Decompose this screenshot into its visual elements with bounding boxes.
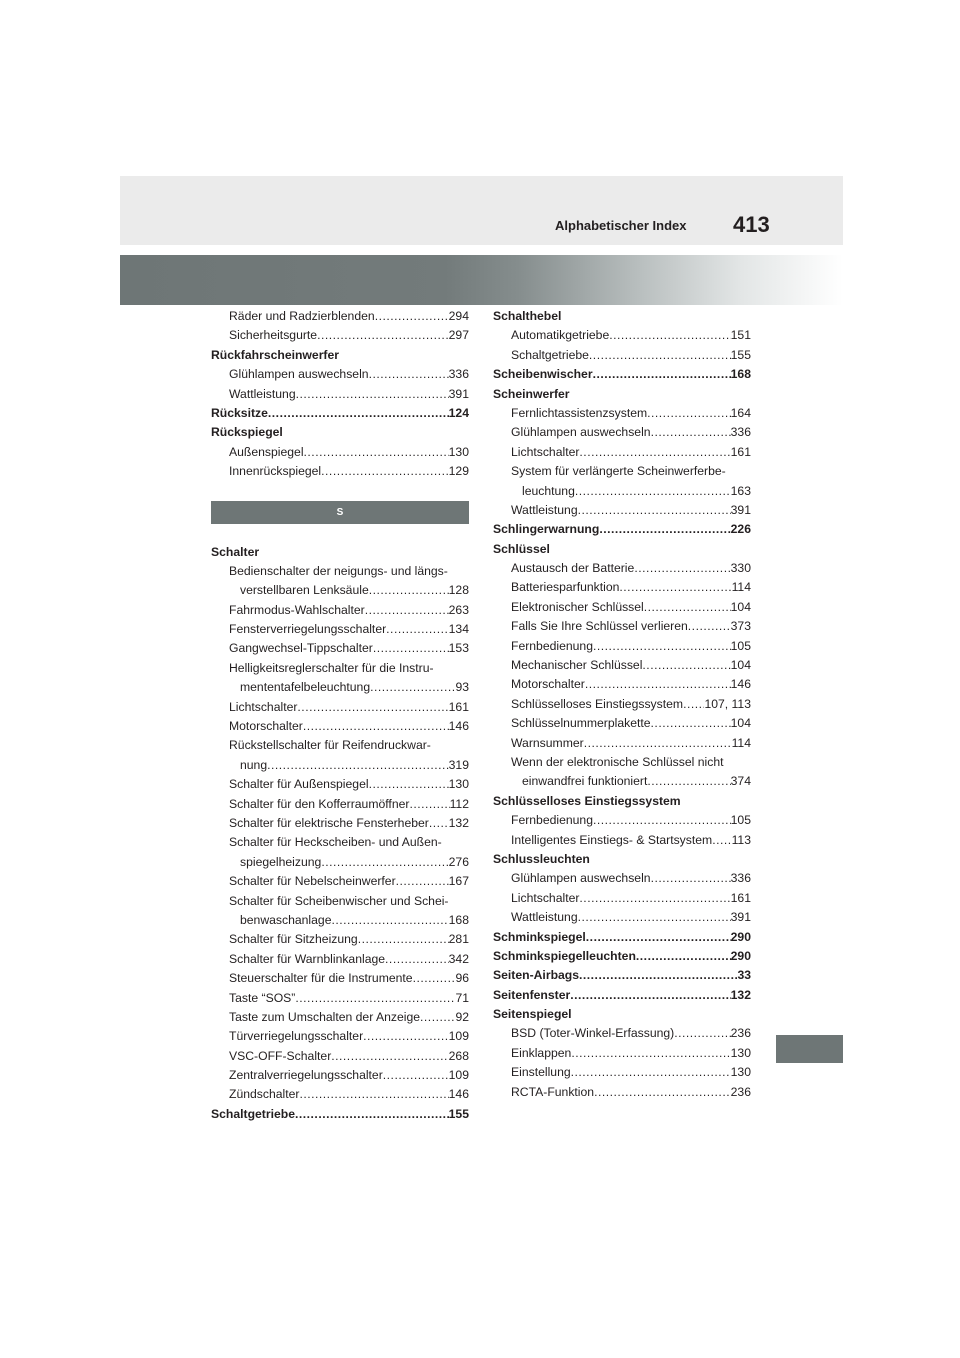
entry-page-number: 132: [448, 815, 469, 830]
dot-leader: [594, 1083, 731, 1102]
index-main-entry: [493, 1005, 751, 1024]
index-sub-entry: [493, 714, 751, 733]
index-sub-entry: [211, 385, 469, 404]
entry-page-number: 391: [448, 386, 469, 401]
index-sub-entry: [211, 620, 469, 639]
dot-leader: [642, 656, 730, 675]
index-sub-entry: [493, 811, 751, 830]
entry-label: Batteriesparfunktion: [511, 580, 620, 595]
index-main-entry: [493, 928, 751, 947]
entry-label: Schalthebel: [493, 309, 562, 323]
entry-label: leuchtung: [522, 483, 575, 498]
dot-leader: [575, 482, 731, 501]
dot-leader: [584, 734, 732, 753]
entry-page-number: 114: [731, 735, 751, 750]
index-sub-entry: [493, 831, 751, 850]
dot-leader: [303, 717, 449, 736]
entry-page-number: 129: [448, 464, 469, 479]
index-main-entry: [493, 947, 751, 966]
index-sub-entry: [211, 639, 469, 658]
index-main-entry: [211, 543, 469, 562]
entry-page-number: 281: [448, 932, 469, 947]
entry-label: Zentralverriegelungsschalter: [229, 1068, 383, 1083]
entry-page-number: 130: [730, 1065, 751, 1080]
dot-leader: [644, 598, 731, 617]
entry-label: Schalter für Scheibenwischer und Schei-: [229, 893, 449, 908]
dot-leader: [579, 889, 730, 908]
index-sub-entry: [211, 659, 469, 678]
dot-leader: [363, 1027, 449, 1046]
dot-leader: [578, 501, 731, 520]
index-sub-entry: [493, 423, 751, 442]
entry-page-number: 161: [730, 444, 751, 459]
entry-label: Wattleistung: [511, 910, 578, 925]
entry-label: Lichtschalter: [511, 890, 580, 905]
index-sub-entry: [211, 698, 469, 717]
dot-leader: [712, 831, 731, 850]
entry-label: Austausch der Batterie: [511, 561, 635, 576]
entry-label: Warnsummer: [511, 735, 584, 750]
entry-label: System für verlängerte Scheinwerferbe-: [511, 464, 726, 479]
entry-page-number: 130: [448, 777, 469, 792]
entry-label: Schalter für Nebelscheinwerfer: [229, 874, 396, 889]
dot-leader: [321, 853, 448, 872]
entry-label: Schalter für Sitzheizung: [229, 932, 358, 947]
entry-label: Gangwechsel-Tippschalter: [229, 641, 373, 656]
index-sub-entry: [493, 617, 751, 636]
entry-label: Schaltgetriebe: [211, 1106, 295, 1121]
dot-leader: [571, 1063, 731, 1082]
entry-label: Rückstellschalter für Reifendruckwar-: [229, 738, 431, 753]
entry-page-number: 164: [730, 405, 751, 420]
section-title: Alphabetischer Index: [555, 218, 687, 233]
index-sub-entry: [211, 969, 469, 988]
entry-page-number: 319: [448, 757, 469, 772]
dot-leader: [593, 811, 731, 830]
index-sub-entry: [211, 853, 469, 872]
dot-leader: [369, 775, 449, 794]
index-sub-entry: [493, 675, 751, 694]
entry-page-number: 130: [448, 444, 469, 459]
index-sub-entry: [211, 581, 469, 600]
entry-page-number: 104: [730, 716, 751, 731]
entry-label: mententafelbeleuchtung: [240, 680, 371, 695]
entry-label: Glühlampen auswechseln: [511, 425, 651, 440]
entry-label: verstellbaren Lenksäule: [240, 583, 369, 598]
index-sub-entry: [211, 307, 469, 326]
entry-page-number: 290: [730, 948, 751, 963]
dot-leader: [317, 326, 449, 345]
index-sub-entry: [493, 772, 751, 791]
index-sub-entry: [493, 734, 751, 753]
entry-label: Schalter für den Kofferraumöffner: [229, 796, 410, 811]
dot-leader: [383, 1066, 449, 1085]
entry-label: Schalter für Heckscheiben- und Außen-: [229, 835, 442, 850]
entry-label: Räder und Radzierblenden: [229, 309, 375, 323]
entry-label: Fernbedienung: [511, 638, 593, 653]
entry-label: Glühlampen auswechseln: [511, 871, 651, 886]
entry-page-number: 391: [730, 502, 751, 517]
entry-page-number: 163: [730, 483, 751, 498]
entry-page-number: 124: [448, 405, 469, 420]
index-main-entry: [493, 365, 751, 384]
entry-label: Scheibenwischer: [493, 367, 593, 382]
entry-label: Bedienschalter der neigungs- und längs-: [229, 563, 448, 578]
index-sub-entry: [211, 717, 469, 736]
dot-leader: [373, 639, 449, 658]
dot-leader: [579, 443, 730, 462]
entry-page-number: 109: [448, 1068, 469, 1083]
entry-page-number: 132: [730, 987, 751, 1002]
entry-page-number: 155: [448, 1106, 469, 1121]
entry-label: Wenn der elektronische Schlüssel nicht: [511, 754, 724, 769]
entry-label: Mechanischer Schlüssel: [511, 658, 643, 673]
entry-page-number: 297: [448, 328, 469, 343]
index-sub-entry: [211, 1085, 469, 1104]
index-column-right: [493, 307, 751, 1102]
entry-page-number: 105: [730, 638, 751, 653]
index-sub-entry: [493, 869, 751, 888]
entry-page-number: 167: [448, 874, 469, 889]
index-sub-entry: [211, 795, 469, 814]
dot-leader: [570, 986, 730, 1005]
entry-page-number: 168: [448, 912, 469, 927]
entry-label: Schlüssel: [493, 541, 550, 556]
dot-leader: [299, 1085, 448, 1104]
page-number: 413: [733, 212, 770, 237]
entry-label: Fensterverriegelungsschalter: [229, 622, 387, 637]
dot-leader: [429, 814, 449, 833]
dot-leader: [683, 695, 704, 714]
dot-leader: [647, 772, 730, 791]
entry-label: Schalter für Außenspiegel: [229, 777, 369, 792]
dot-leader: [420, 1008, 455, 1027]
index-sub-entry: [211, 443, 469, 462]
index-sub-entry: [211, 326, 469, 345]
dot-leader: [304, 443, 449, 462]
entry-label: Taste zum Umschalten der Anzeige: [229, 1009, 421, 1024]
entry-label: RCTA-Funktion: [511, 1084, 595, 1099]
entry-label: Innenrückspiegel: [229, 464, 322, 479]
entry-label: Scheinwerfer: [493, 386, 570, 401]
index-sub-entry: [493, 326, 751, 345]
index-sub-entry: [211, 601, 469, 620]
index-sub-entry: [211, 814, 469, 833]
entry-label: Automatikgetriebe: [511, 328, 610, 343]
entry-page-number: 151: [730, 328, 751, 343]
dot-leader: [296, 385, 449, 404]
dot-leader: [571, 1044, 730, 1063]
entry-label: Außenspiegel: [229, 444, 304, 459]
index-sub-entry: [493, 753, 751, 772]
entry-page-number: 236: [730, 1084, 751, 1099]
index-sub-entry: [493, 695, 751, 714]
entry-label: Einstellung: [511, 1065, 571, 1080]
entry-label: Motorschalter: [511, 677, 585, 692]
entry-label: Glühlampen auswechseln: [229, 367, 369, 382]
entry-page-number: 155: [730, 347, 751, 362]
index-main-entry: [211, 1105, 469, 1124]
index-sub-entry: [493, 443, 751, 462]
dot-leader: [409, 795, 449, 814]
entry-page-number: 114: [731, 580, 751, 595]
entry-page-number: 104: [730, 599, 751, 614]
entry-page-number: 276: [448, 854, 469, 869]
section-letter-bar: S: [211, 501, 469, 524]
index-column-left: [211, 307, 469, 1124]
index-sub-entry: [493, 404, 751, 423]
entry-page-number: 236: [730, 1026, 751, 1041]
dot-leader: [295, 1105, 449, 1124]
index-sub-entry: [211, 562, 469, 581]
index-sub-entry: [211, 950, 469, 969]
entry-page-number: 263: [448, 602, 469, 617]
entry-label: einwandfrei funktioniert: [522, 774, 648, 789]
entry-page-number: 294: [448, 309, 469, 323]
entry-page-number: 146: [730, 677, 751, 692]
dot-leader: [375, 307, 449, 326]
entry-label: Schalter für Warnblinkanlage: [229, 951, 386, 966]
dot-leader: [647, 404, 731, 423]
index-sub-entry: [211, 989, 469, 1008]
entry-label: nung: [240, 757, 268, 772]
entry-page-number: 92: [455, 1009, 469, 1024]
dot-leader: [413, 969, 456, 988]
index-sub-entry: [211, 1008, 469, 1027]
entry-label: Wattleistung: [229, 386, 296, 401]
dot-leader: [358, 930, 449, 949]
entry-label: Schlüsselloses Einstiegssystem: [493, 793, 681, 808]
index-main-entry: [211, 404, 469, 423]
index-sub-entry: [493, 598, 751, 617]
entry-page-number: 104: [730, 658, 751, 673]
dot-leader: [579, 966, 737, 985]
entry-label: Steuerschalter für die Instrumente: [229, 971, 413, 986]
index-sub-entry: [493, 889, 751, 908]
index-sub-entry: [211, 911, 469, 930]
dot-leader: [593, 637, 731, 656]
dot-leader: [331, 911, 448, 930]
index-main-entry: [211, 346, 469, 365]
index-sub-entry: [211, 736, 469, 755]
entry-label: Schminkspiegelleuchten: [493, 948, 636, 963]
index-sub-entry: [211, 1027, 469, 1046]
index-sub-entry: [493, 482, 751, 501]
index-sub-entry: [211, 1047, 469, 1066]
entry-page-number: 373: [730, 619, 751, 634]
entry-page-number: 336: [448, 367, 469, 382]
index-main-entry: [493, 307, 751, 326]
entry-page-number: 153: [448, 641, 469, 656]
dot-leader: [295, 989, 455, 1008]
dot-leader: [593, 365, 731, 384]
dot-leader: [585, 675, 731, 694]
index-sub-entry: [211, 775, 469, 794]
index-sub-entry: [493, 908, 751, 927]
dot-leader: [365, 601, 449, 620]
entry-label: Schlussleuchten: [493, 851, 590, 866]
entry-page-number: 96: [455, 971, 469, 986]
entry-label: Seitenfenster: [493, 987, 571, 1002]
dot-leader: [636, 947, 731, 966]
index-sub-entry: [211, 892, 469, 911]
entry-page-number: 226: [730, 522, 751, 537]
entry-label: Fahrmodus-Wahlschalter: [229, 602, 365, 617]
dot-leader: [674, 1024, 730, 1043]
entry-label: Schalter für elektrische Fensterheber: [229, 815, 429, 830]
index-main-entry: [493, 986, 751, 1005]
entry-label: Rückspiegel: [211, 425, 283, 440]
index-main-entry: [211, 423, 469, 442]
index-sub-entry: [211, 365, 469, 384]
entry-page-number: 336: [730, 871, 751, 886]
dot-leader: [688, 617, 731, 636]
entry-page-number: 93: [455, 680, 469, 695]
entry-label: Lichtschalter: [511, 444, 580, 459]
index-sub-entry: [211, 872, 469, 891]
dot-leader: [599, 520, 730, 539]
entry-page-number: 71: [455, 990, 469, 1005]
index-sub-entry: [493, 346, 751, 365]
entry-label: Taste “SOS”: [229, 990, 296, 1005]
entry-label: Rücksitze: [211, 405, 268, 420]
index-sub-entry: [493, 578, 751, 597]
entry-label: VSC-OFF-Schalter: [229, 1048, 332, 1063]
entry-label: Schminkspiegel: [493, 929, 586, 944]
entry-page-number: 168: [730, 367, 751, 382]
entry-page-number: 128: [448, 583, 469, 598]
entry-label: Schlüsselnummerplakette: [511, 716, 651, 731]
entry-page-number: 107, 113: [704, 696, 751, 711]
dot-leader: [267, 756, 449, 775]
entry-page-number: 391: [730, 910, 751, 925]
entry-label: Seitenspiegel: [493, 1007, 572, 1022]
entry-label: Lichtschalter: [229, 699, 298, 714]
entry-page-number: 130: [730, 1045, 751, 1060]
dot-leader: [370, 678, 455, 697]
index-sub-entry: [493, 656, 751, 675]
index-sub-entry: [493, 559, 751, 578]
entry-page-number: 105: [730, 813, 751, 828]
dot-leader: [634, 559, 730, 578]
dot-leader: [586, 928, 731, 947]
dot-leader: [297, 698, 448, 717]
entry-page-number: 134: [448, 622, 469, 637]
index-sub-entry: [211, 930, 469, 949]
dot-leader: [369, 365, 449, 384]
dot-leader: [609, 326, 730, 345]
entry-label: Schalter: [211, 544, 260, 559]
entry-label: Rückfahrscheinwerfer: [211, 347, 340, 362]
index-main-entry: [493, 540, 751, 559]
thumb-index-tab: [776, 1035, 843, 1063]
index-main-entry: [493, 966, 751, 985]
entry-label: BSD (Toter-Winkel-Erfassung): [511, 1026, 675, 1041]
index-main-entry: [493, 792, 751, 811]
entry-page-number: 268: [448, 1048, 469, 1063]
index-sub-entry: [493, 501, 751, 520]
index-sub-entry: [493, 1044, 751, 1063]
entry-page-number: 342: [448, 951, 469, 966]
entry-label: Wattleistung: [511, 502, 578, 517]
index-sub-entry: [211, 833, 469, 852]
index-main-entry: [493, 520, 751, 539]
index-sub-entry: [211, 678, 469, 697]
entry-label: Falls Sie Ihre Schlüssel verlieren: [511, 619, 688, 634]
entry-label: Motorschalter: [229, 719, 303, 734]
dot-leader: [385, 950, 449, 969]
index-sub-entry: [211, 1066, 469, 1085]
dot-leader: [369, 581, 449, 600]
entry-page-number: 112: [449, 796, 469, 811]
entry-page-number: 290: [730, 929, 751, 944]
index-sub-entry: [493, 1063, 751, 1082]
decorative-gradient-bar: [120, 255, 843, 305]
entry-label: Schaltgetriebe: [511, 347, 589, 362]
entry-label: Seiten-Airbags: [493, 968, 580, 983]
dot-leader: [651, 423, 731, 442]
entry-page-number: 161: [448, 699, 469, 714]
entry-page-number: 113: [731, 832, 751, 847]
entry-label: Schlüsselloses Einstiegssystem: [511, 696, 684, 711]
entry-label: Intelligentes Einstiegs- & Startsystem: [511, 832, 713, 847]
index-sub-entry: [211, 462, 469, 481]
entry-label: Einklappen: [511, 1045, 572, 1060]
entry-label: Türverriegelungsschalter: [229, 1029, 364, 1044]
entry-label: Fernlichtassistenzsystem: [511, 405, 648, 420]
entry-label: Sicherheitsgurte: [229, 328, 318, 343]
entry-page-number: 374: [730, 774, 751, 789]
entry-label: Schlingerwarnung: [493, 522, 600, 537]
dot-leader: [651, 869, 731, 888]
entry-page-number: 161: [730, 890, 751, 905]
dot-leader: [619, 578, 731, 597]
entry-label: Elektronischer Schlüssel: [511, 599, 644, 614]
entry-label: spiegelheizung: [240, 854, 322, 869]
entry-page-number: 146: [448, 1087, 469, 1102]
dot-leader: [321, 462, 449, 481]
dot-leader: [386, 620, 448, 639]
dot-leader: [268, 404, 449, 423]
index-sub-entry: [211, 756, 469, 775]
index-sub-entry: [493, 1024, 751, 1043]
dot-leader: [578, 908, 731, 927]
dot-leader: [651, 714, 731, 733]
index-sub-entry: [493, 1083, 751, 1102]
index-sub-entry: [493, 637, 751, 656]
entry-label: Helligkeitsreglerschalter für die Instru-: [229, 660, 434, 675]
dot-leader: [396, 872, 449, 891]
entry-label: Fernbedienung: [511, 813, 593, 828]
entry-page-number: 109: [448, 1029, 469, 1044]
entry-page-number: 146: [448, 719, 469, 734]
dot-leader: [331, 1047, 448, 1066]
entry-page-number: 330: [730, 561, 751, 576]
index-main-entry: [493, 850, 751, 869]
index-sub-entry: [493, 462, 751, 481]
entry-label: benwaschanlage: [240, 912, 332, 927]
entry-label: Zündschalter: [229, 1087, 300, 1102]
entry-page-number: 336: [730, 425, 751, 440]
dot-leader: [589, 346, 731, 365]
entry-page-number: 33: [737, 968, 751, 983]
index-main-entry: [493, 385, 751, 404]
